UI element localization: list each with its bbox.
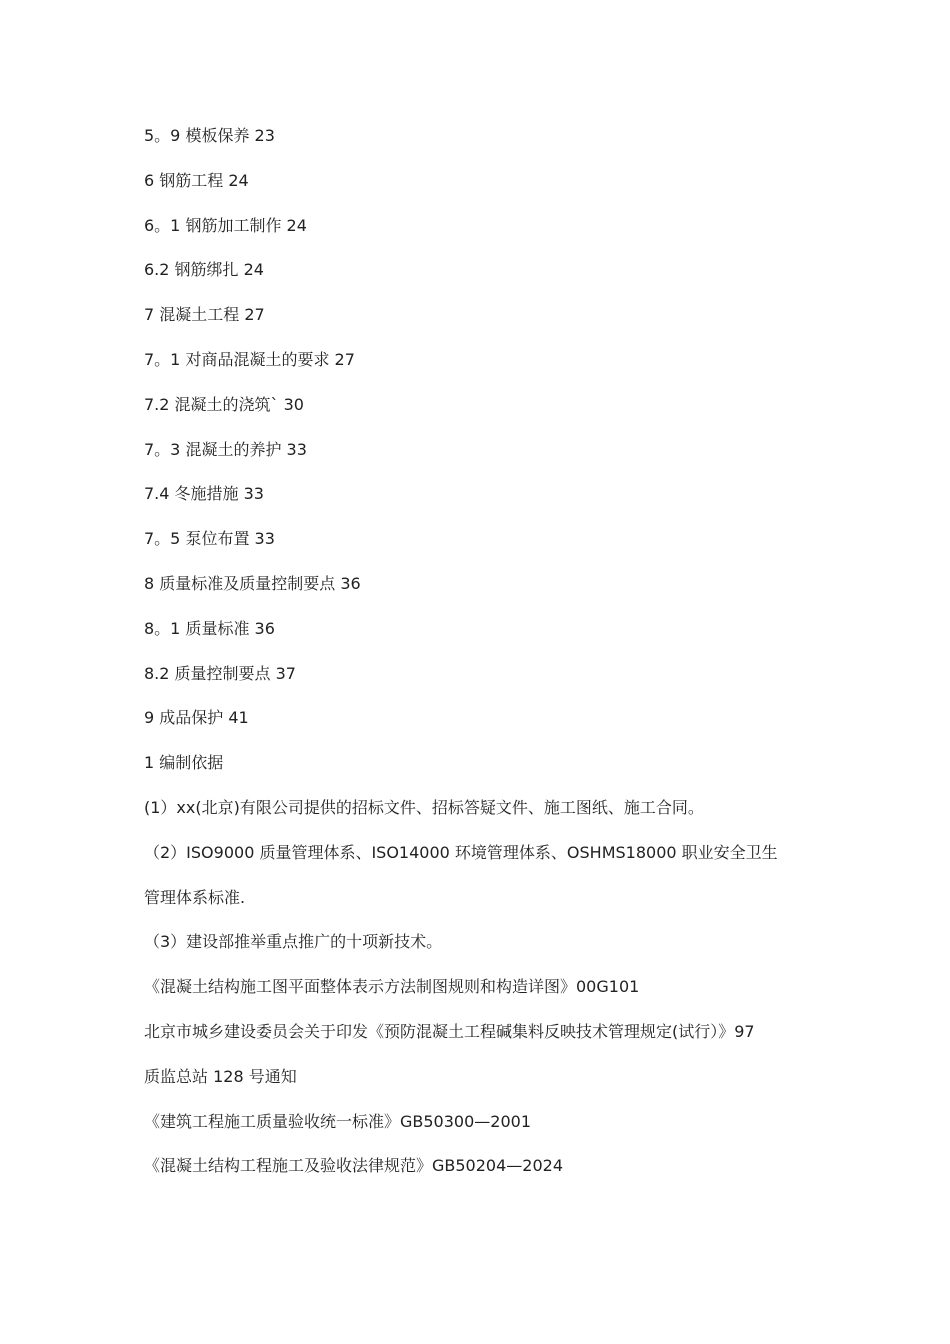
toc-entry-6-1: 6。1 钢筋加工制作 24	[144, 215, 307, 235]
basis-item-2-continued: 管理体系标准.	[144, 887, 246, 907]
toc-entry-6: 6 钢筋工程 24	[144, 170, 249, 190]
toc-entry-7-4: 7.4 冬施措施 33	[144, 484, 264, 504]
reference-beijing-notice-continued: 质监总站 128 号通知	[144, 1066, 297, 1086]
toc-entry-5-9: 5。9 模板保养 23	[144, 126, 275, 145]
reference-gb50300: 《建筑工程施工质量验收统一标准》GB50300—2001	[144, 1111, 531, 1131]
basis-item-2: （2）ISO9000 质量管理体系、ISO14000 环境管理体系、OSHMS18000 职业安全卫生	[144, 842, 778, 862]
toc-entry-7: 7 混凝土工程 27	[144, 305, 265, 325]
document-body	[144, 114, 824, 1189]
toc-entry-9: 9 成品保护 41	[144, 708, 249, 728]
reference-beijing-notice: 北京市城乡建设委员会关于印发《预防混凝土工程碱集料反映技术管理规定(试行）》97	[144, 1021, 755, 1041]
basis-item-1: (1）xx(北京)有限公司提供的招标文件、招标答疑文件、施工图纸、施工合同。	[144, 797, 704, 817]
toc-entry-7-1: 7。1 对商品混凝土的要求 27	[144, 349, 355, 369]
toc-entry-8: 8 质量标准及质量控制要点 36	[144, 573, 361, 593]
section-heading: 1 编制依据	[144, 753, 224, 773]
toc-entry-7-5: 7。5 泵位布置 33	[144, 529, 275, 549]
toc-entry-7-3: 7。3 混凝土的养护 33	[144, 439, 307, 459]
basis-item-3: （3）建设部推举重点推广的十项新技术。	[144, 932, 443, 952]
reference-00g101: 《混凝土结构施工图平面整体表示方法制图规则和构造详图》00G101	[144, 977, 640, 997]
reference-gb50204: 《混凝土结构工程施工及验收法律规范》GB50204—2024	[144, 1156, 563, 1176]
toc-entry-8-2: 8.2 质量控制要点 37	[144, 663, 296, 683]
toc-entry-7-2: 7.2 混凝土的浇筑` 30	[144, 394, 304, 414]
toc-entry-6-2: 6.2 钢筋绑扎 24	[144, 260, 264, 280]
toc-entry-8-1: 8。1 质量标准 36	[144, 618, 275, 638]
